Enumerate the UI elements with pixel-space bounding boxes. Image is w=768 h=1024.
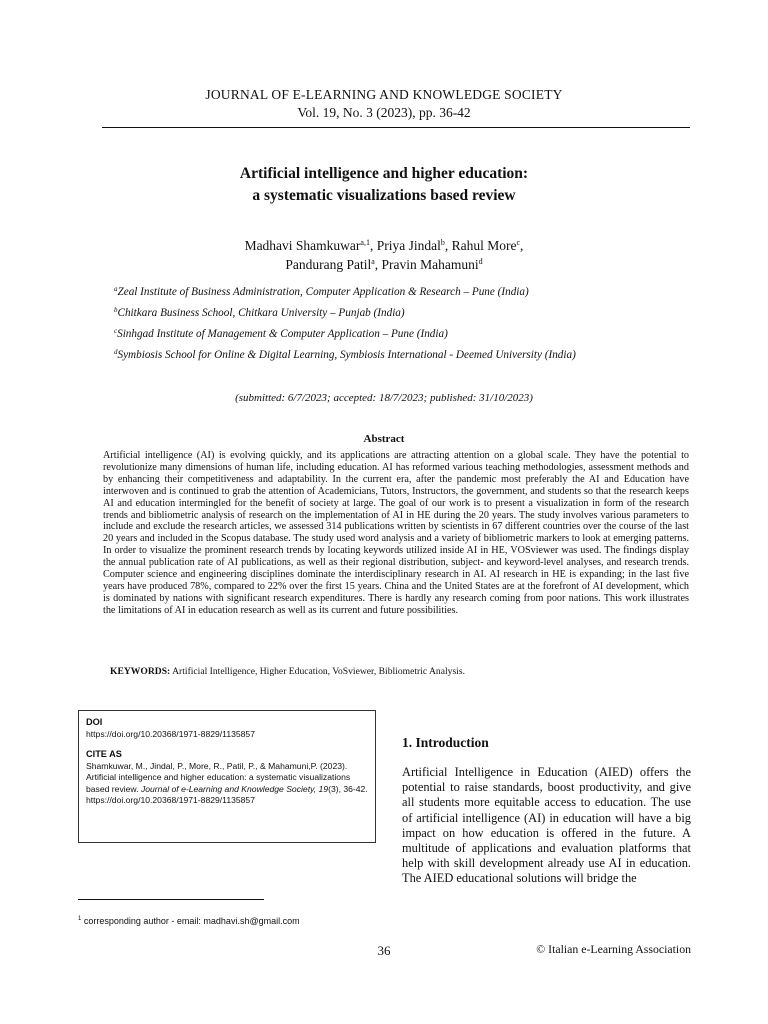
abstract-body: Artificial intelligence (AI) is evolving quickly, and its applications are attracting attention on a global scale. They have the potential to revolutionize many dimensions of human life, including education. AI has reformed various teaching methodologies, assessment methods and by enhancing their competitiveness and adaptability. In the current era, after the pandemic most preferably the AI and Education have interwoven and is continued to grab the attention of Academicians, Tutors, Instructors, the government, and students so that the research keeps AI and education intermingled for the benefit of society at large. The goal of our work is to present a visualization in form of the research trends and bibliometric analysis of research on the implementation of AI in HE during the 20 years. The study involves various parameters to include and exclude the research articles, we assessed 314 publications written by scientists in 67 different countries over the course of the last 20 years and included in the Scopus database. The study used word analysis and a variety of bibliometric markers to look at emerging patterns. In order to visualize the prominent research trends by locating keywords utilized inside AI in HE, VOSviewer was used. The findings display the annual publication rate of AI publications, as well as their regional distribution, subject- and keyword-level analyses, and research trends. Computer science and engineering disciplines dominate the interdisciplinary research in AI. AI research in HE is expanding; in the last five years have produced 78%, compared to 22% over the first 15 years. China and the United States are at the forefront of AI development, which is dominated by nations with significant research expenditures. There is hardly any research coming from poor nations. This work illustrates the limitations of AI in education research as well as its current and future possibilities. <box>103 450 689 616</box>
author-name: Pravin Mahamuni <box>381 257 479 272</box>
author-name: Madhavi Shamkuwar <box>244 238 361 253</box>
author-affiliation-mark: b <box>440 238 445 247</box>
header-rule <box>102 127 690 128</box>
author-line-1: Madhavi Shamkuwar$^{a,1}$, Priya Jindal$^b$, Rahul More$^c$, <box>244 238 524 253</box>
author-name: Pandurang Patil <box>285 257 372 272</box>
journal-name: JOURNAL OF E-LEARNING AND KNOWLEDGE SOCIETY <box>205 87 563 102</box>
author-affiliation-mark: a,1 <box>360 238 370 247</box>
page-number: 36 <box>377 943 391 958</box>
submission-dates: (submitted: 6/7/2023; accepted: 18/7/2023; published: 31/10/2023) <box>235 392 533 404</box>
affiliation-item <box>114 326 714 347</box>
keywords-text: Artificial Intelligence, Higher Education, VoSviewer, Bibliometric Analysis. <box>172 666 465 677</box>
citation-text <box>86 761 368 796</box>
author-name: Rahul More <box>451 238 517 253</box>
author-affiliation-mark: d <box>478 257 483 266</box>
affiliation-list <box>114 284 714 368</box>
footnote-mark: 1 <box>78 916 82 922</box>
author-affiliation-mark: c <box>516 238 521 247</box>
citation-doi-link[interactable]: https://doi.org/10.20368/1971-8829/1135857 <box>86 795 255 805</box>
citation-issue: (3), 36-42. <box>328 783 368 794</box>
affiliation-mark: a <box>114 285 118 293</box>
paper-title-line-2: a systematic visualizations based review <box>252 187 516 204</box>
keywords <box>110 666 700 677</box>
doi-label: DOI <box>86 717 103 727</box>
footnote-rule <box>78 899 264 900</box>
footnote-text: corresponding author - email: madhavi.sh@gmail.com <box>83 916 300 926</box>
paper-title-line-1: Artificial intelligence and higher education: <box>239 165 529 182</box>
footnote <box>78 916 300 926</box>
author-line-2: Pandurang Patil$^a$, Pravin Mahamuni$^d$ <box>285 257 483 272</box>
keywords-label: KEYWORDS: <box>110 666 171 677</box>
author-list <box>0 236 768 274</box>
affiliation-item <box>114 305 714 326</box>
affiliation-text: Sinhgad Institute of Management & Computer Application – Pune (India) <box>117 328 448 340</box>
author-name: Priya Jindal <box>376 238 441 253</box>
affiliation-mark: d <box>114 348 118 356</box>
author-affiliation-mark: a <box>371 257 375 266</box>
affiliation-mark: b <box>114 306 118 314</box>
paper-title <box>0 163 768 207</box>
doi-link[interactable]: https://doi.org/10.20368/1971-8829/1135857 <box>86 728 255 739</box>
citation-box <box>78 710 376 843</box>
copyright-notice: © Italian e-Learning Association <box>536 942 691 956</box>
introduction-body: Artificial Intelligence in Education (AIED) offers the potential to raise standards, boost productivity, and give all students more equitable access to education. The use of artificial intelligence (AI) in education will have a big impact on how education is offered in the future. A multitude of applications and evaluation platforms that help with skill development already use AI in education. The AIED educational solutions will bridge the <box>402 765 691 886</box>
journal-issue: Vol. 19, No. 3 (2023), pp. 36-42 <box>297 105 471 120</box>
affiliation-mark: c <box>114 327 118 335</box>
cite-as-label: CITE AS <box>86 749 122 759</box>
affiliation-text: Zeal Institute of Business Administration, Computer Application & Research – Pune (India) <box>117 286 529 298</box>
affiliation-item <box>114 284 714 305</box>
affiliation-text: Symbiosis School for Online & Digital Learning, Symbiosis International - Deemed University (India) <box>117 349 576 361</box>
citation-prefix: Shamkuwar, M., Jindal, P., More, R., Patil, P., & Mahamuni,P. (2023). Artificial intelligence and higher education: a systematic visualizations based review. <box>86 760 351 794</box>
affiliation-item <box>114 347 714 368</box>
introduction-heading: 1. Introduction <box>402 735 489 750</box>
citation-journal: Journal of e-Learning and Knowledge Society, 19 <box>140 783 329 794</box>
affiliation-text: Chitkara Business School, Chitkara University – Punjab (India) <box>117 307 405 319</box>
abstract-heading: Abstract <box>363 433 405 445</box>
